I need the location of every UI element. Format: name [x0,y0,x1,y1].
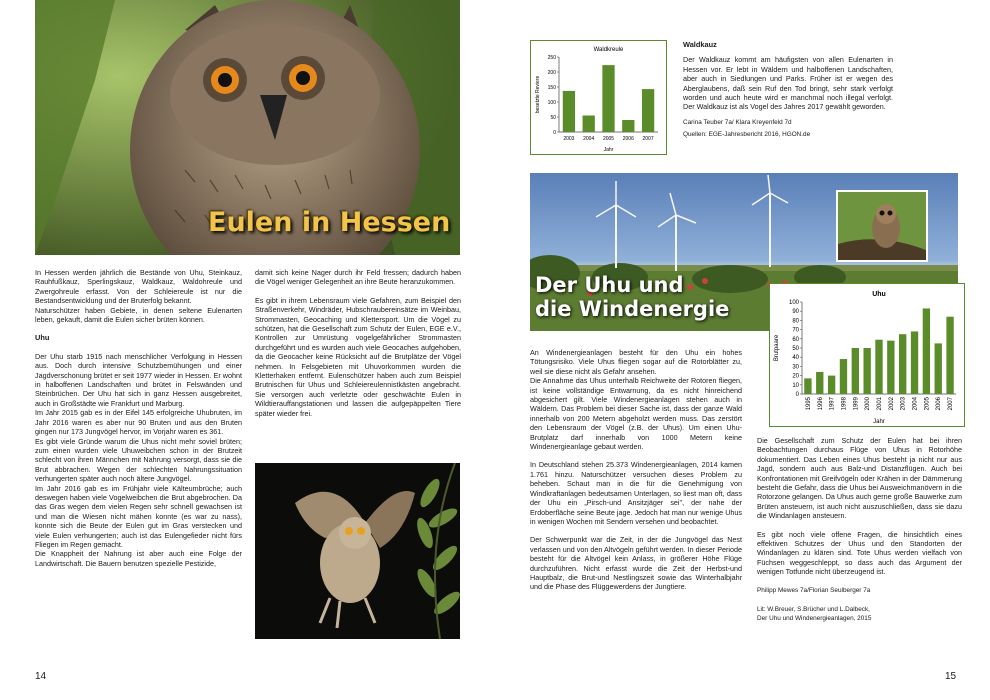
waldkauz-ytick-label: 0 [553,130,556,136]
waldkauz-chart-title: Waldkreule [593,47,624,53]
uhu-paragraph-4: Im Jahr 2016 gab es im Frühjahr viele Kälteumbrüche; auch deswegen haben viele Vogelweibchen die Brut abgebrochen. Da das Gras wegen dem vielen Regen sehr schnell gewachsen ist und man die Wiesen nicht mähen konnte (es war zu nass), konnte sich die Beute der Eulen gut im Gras verstecken und viele Eulen verhungerten; auch ist das Eulengefieder nicht fürs Fliegen im Regen gemacht. [35,483,242,549]
waldkauz-ytick-label: 100 [547,100,556,106]
page-number-left: 14 [35,671,47,682]
uhu-ytick-label: 0 [795,392,799,398]
uhu-paragraph-2: Im Jahr 2015 gab es in der Eifel 145 erfolgreiche Uhubruten, im Jahr 2016 waren es aber nur 90 Bruten und aus den Bruten gingen nur 173 Jungvögel hervor, im Vorjahr waren es 361. [35,408,242,437]
uhu-bar [935,343,942,394]
uhu-paragraph-3: Es gibt viele Gründe warum die Uhus nicht mehr soviel brüten; zum einen wurden viele Uhuweibchen schon in der Brutzeit schlecht von ihren Männchen mit Nahrung versorgt, dass sie die Brut abbrachen. Wegen der schlechten Nahrungssituation verhungerten später auch noch ältere Jungvögel. [35,436,242,484]
page-title: Eulen in Hessen [208,207,451,238]
waldkauz-chart-frame [530,40,667,155]
uhu-xtick-label: 2007 [948,397,955,411]
uhu-y-axis-label: Brutpaare [774,334,780,362]
waldkauz-heading: Waldkauz [683,40,717,49]
waldkauz-ytick-label: 250 [547,55,556,61]
uhu-ytick-label: 20 [792,373,799,380]
uhu-bar [840,359,847,394]
uhu-xtick-label: 2006 [936,397,943,411]
uhu-xtick-label: 2000 [865,397,872,411]
waldkauz-bar [602,65,614,132]
right-page [495,0,990,700]
uhu-ytick-label: 50 [792,346,799,352]
uhu-bar [816,372,823,394]
uhu-xtick-label: 1997 [829,397,836,411]
waldkauz-authors: Carina Teuber 7a/ Klara Kreyenfeld 7d [683,118,792,126]
colA-paragraph-2: Die Annahme das Uhus unterhalb Reichweite der Rotoren fliegen, ist keine vollständige Entwarnung, da es nicht hinreichend abgesichert gilt. Viele Windenergieanlagen stehen auch in Wäldern. Das Problem bei dieser Sache ist, dass der ganze Wald innerhalb von 200 Metern abgeholzt werden muss. Das zerstört den Lebensraum der Vögel (z.B. der Uhus). Um einen Uhu-Brutplatz darf innerhalb von 1000 Metern keine Windenergieanlage gebaut werden. [530,376,742,452]
article-title-line-1: Der Uhu und [535,273,684,297]
eagle-owl-photo [35,0,460,255]
waldkauz-xtick-label: 2007 [642,136,654,142]
colA-paragraph-3: In Deutschland stehen 25.373 Windenergieanlagen, 2014 kamen 1.761 hinzu. Naturschützer versuchen dieses Problem zu beheben. Schaut man in die für die Genehmigung von Windkraftanlagen bedeutsamen Unterlagen, so liest man oft, dass der Uhu ein „Pirsch-und Ansitzjäger sei", der nahe der Erdoberfläche seine Beute jage. Jedoch hat man nur wenige Uhus in wenigen Wochen mit Sendern versehen und beobachtet. [530,460,742,526]
uhu-paragraph-5: Die Knappheit der Nahrung ist aber auch eine Folge der Landwirtschaft. Die Bauern benutzen spezielle Pestizide, [35,549,242,568]
waldkauz-bar [563,91,575,132]
waldkauz-bar [642,89,654,132]
intro-paragraph-2: Naturschützer haben Gebiete, in denen seltene Eulenarten leben, gekauft, damit die Eulen sicher brüten können. [35,305,242,325]
left-column-2 [255,268,461,427]
col2-paragraph-2: Es gibt in ihrem Lebensraum viele Gefahren, zum Beispiel den Straßenverkehr, Windräder, Hubschraubereinsätze im Weinbau, Strommasten, Geocaching und Klettersport. Um die Vögel zu schützen, hat die Gesellschaft zum Schutz der Eulen, EGE e.V., Kontrollen zur Umrüstung vogelgefährlicher Strommasten durchgeführt und es wurden auch viele Geocaches aufgehoben, da die Geocacher keine Rücksicht auf die Brutplätze der Vögel nehmen. In Felsgebieten mit Uhuvorkommen wurden die Kletterhaken entfernt. Eulenschützer haben auch zum Beispiel Brutnischen für Uhus und Schleiereulennistkästen angebracht. Sie versorgen auch verletzte oder geschwächte Eulen in Wildtierauffangstationen und lassen die aufgepäppelten Tiere später wieder frei. [255,295,461,418]
uhu-xtick-label: 2002 [888,397,895,411]
article-authors: Philipp Mewes 7a/Florian Seulberger 7a [757,586,871,594]
uhu-bar [828,376,835,394]
uhu-ytick-label: 40 [792,355,799,362]
uhu-bar [887,341,894,394]
waldkauz-chart [531,41,666,154]
uhu-ytick-label: 60 [792,336,799,343]
uhu-ytick-label: 30 [792,364,799,371]
uhu-bar [946,317,953,394]
left-column-1 [35,268,242,577]
right-column-b [757,436,962,623]
waldkauz-x-axis-label: Jahr [603,147,614,153]
uhu-heading: Uhu [35,333,50,343]
tawny-owl-inset-photo [836,190,928,262]
uhu-bar [911,331,918,394]
uhu-x-axis-label: Jahr [873,419,885,425]
uhu-xtick-label: 1999 [853,397,860,411]
uhu-xtick-label: 2004 [912,397,919,411]
uhu-bar [899,334,906,394]
intro-paragraph-1: In Hessen werden jährlich die Bestände von Uhu, Steinkauz, Rauhfußkauz, Sperlingskauz, Waldkauz, Waldohreule und Zwergohreule erfasst. Von der Schleiereule ist nur die Bestandsentwicklung und der Bruterfolg bekannt. [35,268,242,306]
flying-owl-illustration [255,463,460,639]
uhu-chart-frame [769,283,965,427]
uhu-bar [852,348,859,394]
uhu-xtick-label: 1995 [805,397,812,411]
uhu-xtick-label: 1996 [817,397,824,411]
tawny-owl-illustration [838,192,926,260]
waldkauz-xtick-label: 2004 [583,136,595,142]
waldkauz-ytick-label: 150 [547,85,556,91]
uhu-xtick-label: 2005 [924,397,931,411]
waldkauz-xtick-label: 2006 [622,136,634,142]
uhu-paragraph-1: Der Uhu starb 1915 nach menschlicher Verfolgung in Hessen aus. Doch durch intensive Schutzbemühungen und einer Jagdverschonung brütet er seit 1977 wieder in Hessen. Er wohnt in halboffenen Landschaften und brütet in Felswänden und Steinbrüchen. Der Uhu hat sich in ganz Hessen ausgebreitet, auch in Großstädte wie Frankfurt und Marburg. [35,351,242,408]
uhu-bar [804,378,811,394]
article-title-line-2: die Windenergie [535,297,730,321]
uhu-bar [923,308,930,394]
uhu-ytick-label: 90 [792,309,799,316]
colB-paragraph-1: Die Gesellschaft zum Schutz der Eulen hat bei ihren Beobachtungen durchaus Flüge von Uhus in Rotorhöhe dokumentiert. Das Leben eines Uhus besteht ja nicht nur aus Jagd, sondern auch aus Balz-und Distanzflügen. Auch bei Konfrontationen mit Greifvögeln oder Krähen in der Dämmerung besteht die Gefahr, dass die Uhus bei Ausweichmanövern in die Rotorzone gelangen. Da Uhus auch gerne große Bauwerke zum Brüten ansteuern, ist auch nicht auszuschließen, dass sie dazu die Windanlagen ansteuern. [757,436,962,521]
uhu-ytick-label: 10 [792,382,799,389]
waldkauz-sources: Quellen: EGE-Jahresbericht 2016, HGON.de [683,130,811,138]
literature-line-1: Lit: W.Breuer, S.Brücher und L.Dalbeck, [757,605,870,613]
waldkauz-ytick-label: 50 [550,115,556,121]
uhu-ytick-label: 80 [792,318,799,325]
uhu-chart-title: Uhu [872,291,886,298]
colA-paragraph-1: An Windenergieanlagen besteht für den Uhu ein hohes Tötungsrisiko. Viele Uhus fliegen sogar auf die Rotorblätter zu, weil sie diese nicht als Gefahr ansehen. [530,348,742,376]
colA-paragraph-4: Der Schwerpunkt war die Zeit, in der die Jungvögel das Nest verlassen und von den Altvögeln geführt werden. In dieser Periode besteht für die Altvögel kein Anlass, in größerer Höhe Flüge durchzuführen. Nicht erfasst wurde die Zeit der Herbst-und Hauptbalz, die Brut-und Nestlingszeit sowie das Winterhalbjahr und die Phase des Flüggewerdens der Jungtiere. [530,535,742,592]
waldkauz-bar [583,116,595,133]
page-number-right: 15 [945,671,957,682]
literature-line-2: Der Uhu und Windenergieanlagen, 2015 [757,614,872,622]
waldkauz-xtick-label: 2003 [563,136,575,142]
waldkauz-block [683,40,893,139]
uhu-chart [770,284,964,426]
uhu-xtick-label: 1998 [841,397,848,411]
waldkauz-ytick-label: 200 [547,70,556,76]
waldkauz-xtick-label: 2005 [602,136,615,142]
col2-paragraph-1: damit sich keine Nager durch ihr Feld fressen; dadurch haben die Vögel weniger Gelegenheit an ihre Beute heranzukommen. [255,268,461,287]
waldkauz-y-axis-label: besetzte Reviere [535,75,541,114]
uhu-ytick-label: 100 [788,300,799,306]
uhu-ytick-label: 70 [792,327,799,334]
uhu-bar [875,340,882,394]
flying-owl-photo [255,463,460,639]
uhu-xtick-label: 2003 [900,397,907,411]
uhu-bar [863,348,870,394]
uhu-xtick-label: 2001 [877,397,883,411]
waldkauz-paragraph: Der Waldkauz kommt am häufigsten von allen Eulenarten in Hessen vor. Er lebt in Wäldern und halboffenen Landschaften, aber auch in Siedlungen und Parks. Früher ist er wegen des Aberglaubens, daß sein Ruf den Tod bringt, sehr stark verfolgt worden und auch heute wird er manchmal noch illegal verfolgt. Der Waldkauz ist als Vogel des Jahres 2017 gewählt geworden. [683,55,893,112]
waldkauz-bar [622,120,634,132]
right-column-a [530,348,742,601]
colB-paragraph-2: Es gibt noch viele offene Fragen, die hinsichtlich eines effektiven Schutzes der Uhus und den Standorten der Windanlagen zu klären sind. Tote Uhus werden vielfach von Füchsen weggeschleppt, so dass auch das Argument der wenigen Totfunde nicht überzeugend ist. [757,529,962,577]
